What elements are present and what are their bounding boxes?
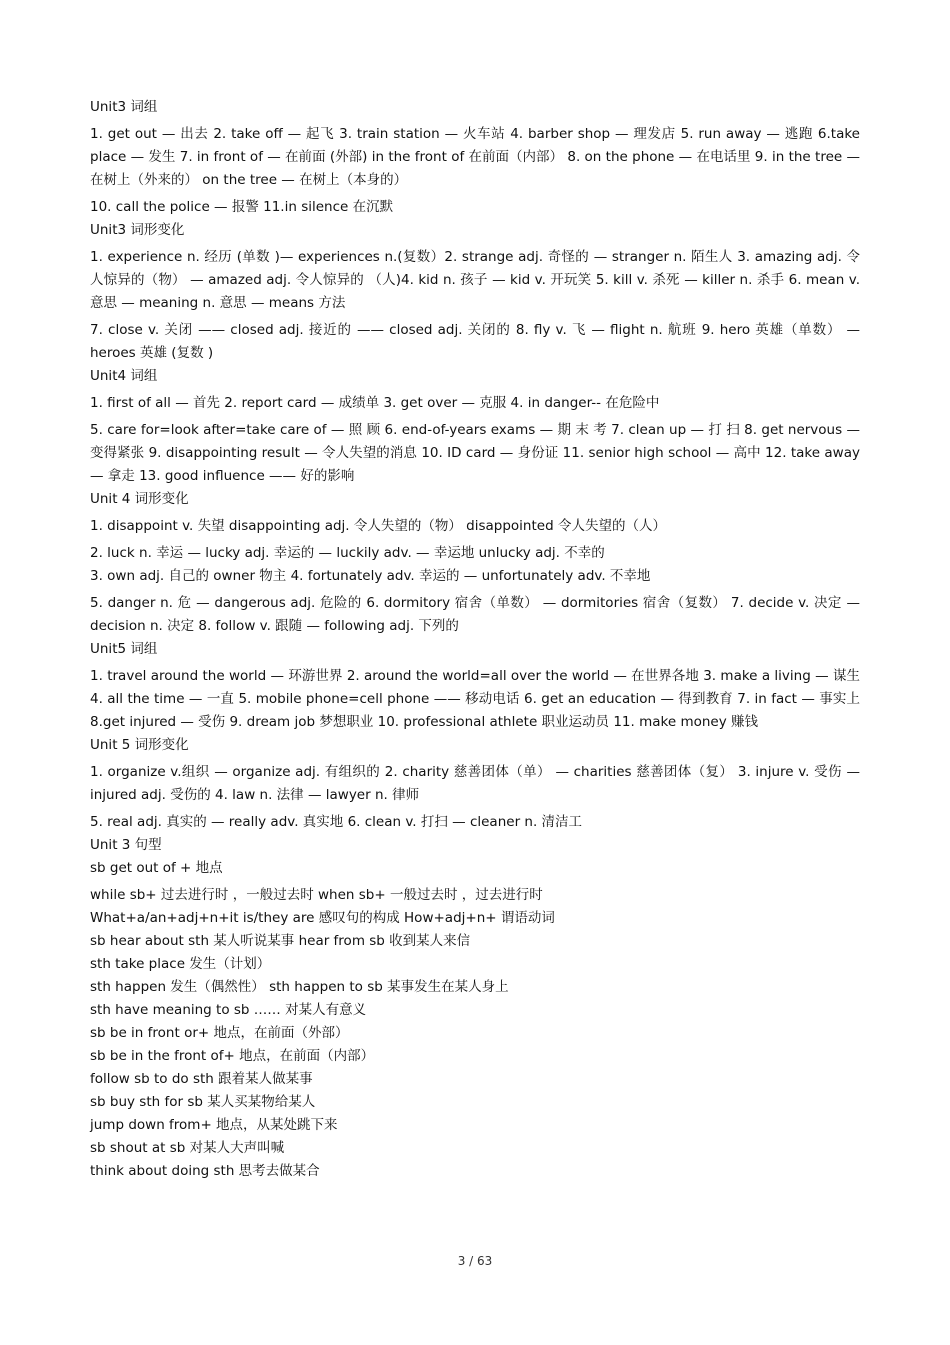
pattern-line: sth take place 发生（计划） (90, 956, 271, 972)
heading-unit3-phrases: Unit3 词组 (90, 99, 158, 115)
pattern-line: sb be in the front of+ 地点，在前面（内部） (90, 1048, 375, 1064)
pattern-line: sth have meaning to sb …… 对某人有意义 (90, 1002, 367, 1018)
heading-unit4-phrases: Unit4 词组 (90, 368, 158, 384)
paragraph-unit4-disappoint: 1. disappoint v. 失望 disappointing adj. 令人失望的（物） disappointed 令人失望的（人） (90, 518, 666, 534)
pattern-line: sb get out of + 地点 (90, 860, 223, 876)
heading-unit3-sentence-patterns: Unit 3 句型 (90, 837, 162, 853)
heading-unit5-phrases: Unit5 词组 (90, 641, 158, 657)
pattern-line: think about doing sth 思考去做某合 (90, 1163, 320, 1179)
pattern-line: sb buy sth for sb 某人买某物给某人 (90, 1094, 316, 1110)
paragraph-unit3-phrases-cont: 10. call the police — 报警 11.in silence 在沉默 (90, 199, 394, 215)
pattern-line: while sb+ 过去进行时 ，一般过去时 when sb+ 一般过去时 ，过去进行时 (90, 887, 543, 903)
paragraph-unit4-phrases-cont: 5. care for=look after=take care of — 照 顾 6. end-of-years exams — 期 末 考 7. clean up — 打 扫 8. get nervous — 变得紧张 9. disappointing result — 令人失望的消息 10. ID card — 身份证 11. senior high school — 高中 12. take away — 拿走 13. good influence —— 好的影响 (90, 422, 860, 484)
pattern-line: sb hear about sth 某人听说某事 hear from sb 收到某人来信 (90, 933, 471, 949)
heading-unit4-word-forms: Unit 4 词形变化 (90, 491, 189, 507)
heading-unit3-word-forms: Unit3 词形变化 (90, 222, 185, 238)
pattern-line: What+a/an+adj+n+it is/they are 感叹句的构成 How+adj+n+ 谓语动词 (90, 910, 555, 926)
page-number: 3 / 63 (457, 1254, 493, 1268)
paragraph-unit3-word-forms-cont: 7. close v. 关闭 —— closed adj. 接近的 —— closed adj. 关闭的 8. fly v. 飞 — flight n. 航班 9. hero 英雄（单数） — heroes 英雄 (复数 ) (90, 322, 860, 361)
document-body (90, 96, 860, 1183)
pattern-line: sb be in front or+ 地点，在前面（外部） (90, 1025, 349, 1041)
paragraph-unit3-phrases: 1. get out — 出去 2. take off — 起飞 3. train station — 火车站 4. barber shop — 理发店 5. run away — 逃跑 6.take place — 发生 7. in front of — 在前面 (外部) in the front of 在前面（内部） 8. on the phone — 在电话里 9. in the tree — 在树上（外来的） on the tree — 在树上（本身的） (90, 126, 860, 188)
pattern-line: sth happen 发生（偶然性） sth happen to sb 某事发生在某人身上 (90, 979, 509, 995)
paragraph-unit4-own: 3. own adj. 自己的 owner 物主 4. fortunately adv. 幸运的 — unfortunately adv. 不幸地 (90, 568, 651, 584)
paragraph-unit5-phrases: 1. travel around the world — 环游世界 2. around the world=all over the world — 在世界各地 3. make a living — 谋生 4. all the time — 一直 5. mobile phone=cell phone —— 移动电话 6. get an education — 得到教育 7. in fact — 事实上 8.get injured — 受伤 9. dream job 梦想职业 10. professional athlete 职业运动员 11. make money 赚钱 (90, 668, 860, 730)
pattern-line: follow sb to do sth 跟着某人做某事 (90, 1071, 313, 1087)
heading-unit5-word-forms: Unit 5 词形变化 (90, 737, 189, 753)
pattern-line: jump down from+ 地点，从某处跳下来 (90, 1117, 338, 1133)
paragraph-unit5-word-forms-cont: 5. real adj. 真实的 — really adv. 真实地 6. clean v. 打扫 — cleaner n. 清洁工 (90, 814, 583, 830)
paragraph-unit3-word-forms: 1. experience n. 经历 (单数 )— experiences n.(复数）2. strange adj. 奇怪的 — stranger n. 陌生人 3. amazing adj. 令人惊异的（物） — amazed adj. 令人惊异的 （人)4. kid n. 孩子 — kid v. 开玩笑 5. kill v. 杀死 — killer n. 杀手 6. mean v. 意思 — meaning n. 意思 — means 方法 (90, 249, 860, 311)
paragraph-unit5-word-forms: 1. organize v.组织 — organize adj. 有组织的 2. charity 慈善团体（单） — charities 慈善团体（复） 3. injure v. 受伤 — injured adj. 受伤的 4. law n. 法律 — lawyer n. 律师 (90, 764, 860, 803)
paragraph-unit4-luck: 2. luck n. 幸运 — lucky adj. 幸运的 — luckily adv. — 幸运地 unlucky adj. 不幸的 (90, 545, 605, 561)
pattern-line: sb shout at sb 对某人大声叫喊 (90, 1140, 285, 1156)
paragraph-unit4-phrases: 1. first of all — 首先 2. report card — 成绩单 3. get over — 克服 4. in danger-- 在危险中 (90, 395, 660, 411)
paragraph-unit4-danger: 5. danger n. 危 — dangerous adj. 危险的 6. dormitory 宿舍（单数） — dormitories 宿舍（复数） 7. decide v. 决定 — decision n. 决定 8. follow v. 跟随 — following adj. 下列的 (90, 595, 860, 634)
